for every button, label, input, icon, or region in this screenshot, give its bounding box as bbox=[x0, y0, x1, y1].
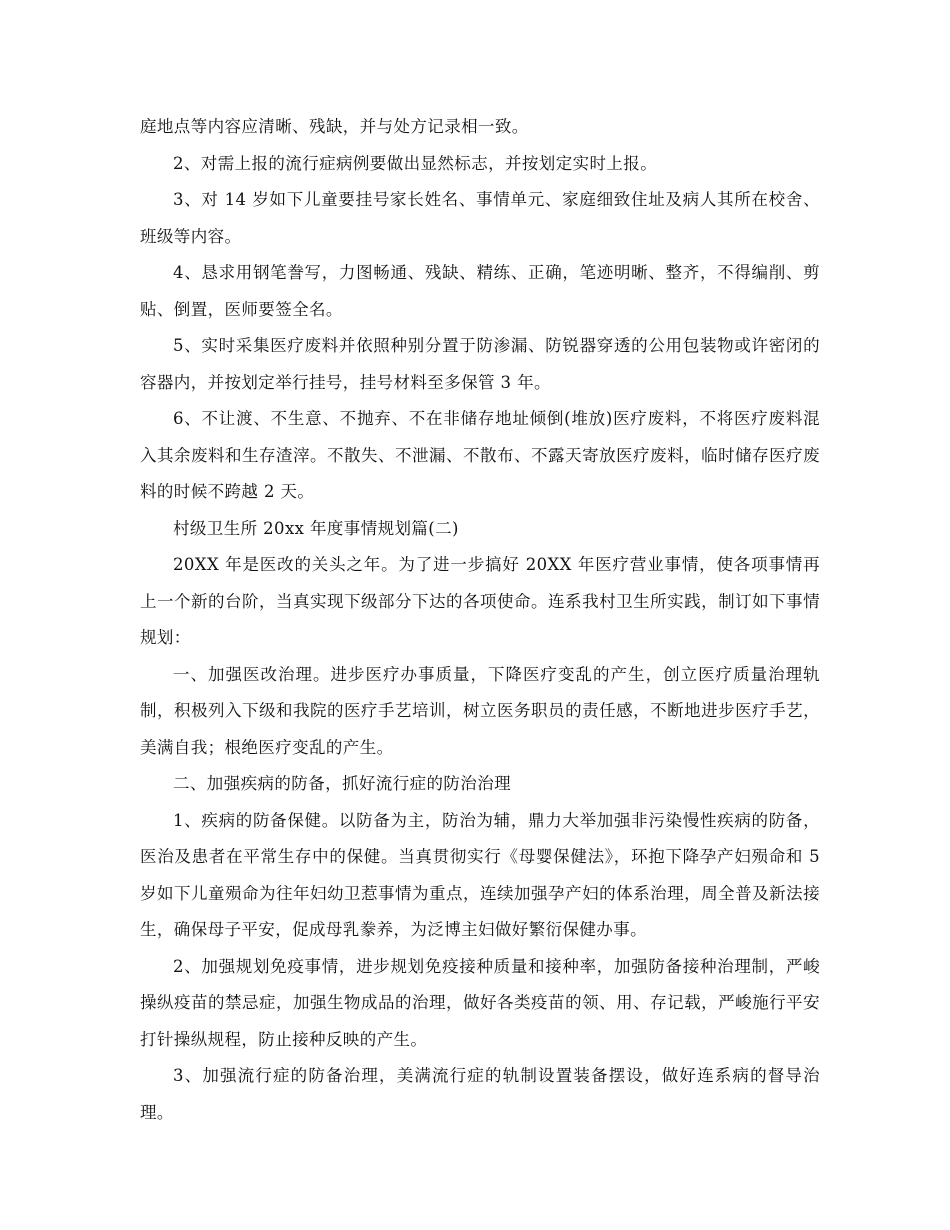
paragraph-item-4: 4、恳求用钢笔誊写，力图畅通、残缺、精练、正确，笔迹明晰、整齐，不得编削、剪贴、倒置，医师要签全名。 bbox=[140, 263, 820, 319]
paragraph-subitem-2: 2、加强规划免疫事情，进步规划免疫接种质量和接种率，加强防备接种治理制，严峻操纵疫苗的禁忌症，加强生物成品的治理，做好各类疫苗的领、用、存记载，严峻施行平安打针操纵规程，防止接种反映的产生。 bbox=[140, 956, 820, 1049]
paragraph-section-2-heading: 二、加强疾病的防备，抓好流行症的防治治理 bbox=[173, 774, 511, 793]
paragraph-item-6: 6、不让渡、不生意、不抛弃、不在非储存地址倾倒(堆放)医疗废料，不将医疗废料混入其余废料和生存渣滓。不散失、不泄漏、不散布、不露天寄放医疗废料，临时储存医疗废料的时候不跨越 2 天。 bbox=[140, 409, 820, 501]
section-heading: 村级卫生所 20xx 年度事情规划篇(二) bbox=[173, 518, 459, 538]
document-body bbox=[140, 109, 820, 1131]
paragraph-intro: 20XX 年是医改的关头之年。为了进一步搞好 20XX 年医疗营业事情，使各项事情再上一个新的台阶，当真实现下级部分下达的各项使命。连系我村卫生所实践，制订如下事情规划： bbox=[140, 555, 820, 647]
paragraph-item-2: 2、对需上报的流行症病例要做出显然标志，并按划定实时上报。 bbox=[173, 153, 658, 173]
paragraph-item-5: 5、实时采集医疗废料并依照种别分置于防渗漏、防锐器穿透的公用包装物或许密闭的容器内，并按划定举行挂号，挂号材料至多保管 3 年。 bbox=[140, 336, 820, 392]
paragraph-subitem-3: 3、加强流行症的防备治理，美满流行症的轨制设置装备摆设，做好连系病的督导治理。 bbox=[140, 1066, 820, 1122]
paragraph-continuation: 庭地点等内容应清晰、残缺，并与处方记录相一致。 bbox=[140, 117, 529, 136]
paragraph-item-3: 3、对 14 岁如下儿童要挂号家长姓名、事情单元、家庭细致住址及病人其所在校舍、班级等内容。 bbox=[140, 190, 820, 246]
paragraph-section-1: 一、加强医改治理。进步医疗办事质量，下降医疗变乱的产生，创立医疗质量治理轨制，积极列入下级和我院的医疗手艺培训，树立医务职员的责任感，不断地进步医疗手艺，美满自我；根绝医疗变乱的产生。 bbox=[140, 664, 820, 757]
paragraph-subitem-1: 1、疾病的防备保健。以防备为主，防治为辅，鼎力大举加强非污染慢性疾病的防备，医治及患者在平常生存中的保健。当真贯彻实行《母婴保健法》，环抱下降孕产妇殒命和 5 岁如下儿童殒命为往年妇幼卫惹事情为重点，连续加强孕产妇的体系治理，周全普及新法接生，确保母子平安，促成母乳豢养，为泛博主妇做好繁衍保健办事。 bbox=[140, 810, 820, 939]
